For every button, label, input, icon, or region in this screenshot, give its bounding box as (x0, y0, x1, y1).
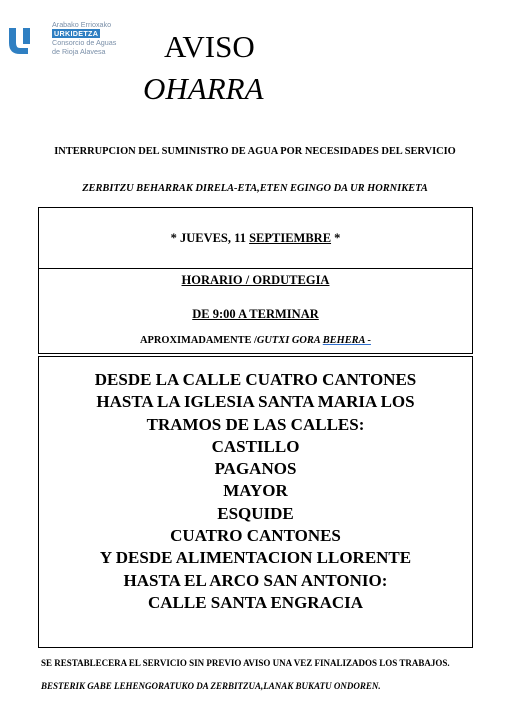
street-line: TRAMOS DE LAS CALLES: (146, 414, 365, 434)
street-line: DESDE LA CALLE CUATRO CANTONES (94, 370, 417, 389)
schedule-approx (39, 335, 472, 346)
street-line: PAGANOS (214, 459, 297, 479)
subtitle-basque: ZERBITZU BEHARRAK DIRELA-ETA,ETEN EGINGO DA UR HORNIKETA (82, 183, 428, 194)
date-box (38, 207, 473, 269)
schedule-range: DE 9:00 A TERMINAR (192, 307, 319, 321)
date-suffix: * (331, 231, 341, 245)
date-prefix: * JUEVES, 11 (170, 231, 250, 245)
footer-basque: BESTERIK GABE LEHENGORATUKO DA ZERBITZUA,LANAK BUKATU ONDOREN. (41, 681, 381, 691)
u-logo-icon (6, 26, 36, 56)
street-line: HASTA LA IGLESIA SANTA MARIA LOS (96, 392, 415, 412)
organization-logo (6, 14, 146, 64)
streets-list (39, 369, 472, 614)
logo-text (52, 20, 116, 56)
logo-line-1: Arabako Errioxako (52, 20, 112, 29)
street-line: MAYOR (223, 481, 288, 501)
schedule-heading: HORARIO / ORDUTEGIA (181, 273, 330, 287)
logo-line-3: Consorcio de Aguas (52, 38, 117, 47)
street-line: Y DESDE ALIMENTACION LLORENTE (99, 548, 412, 568)
street-line: HASTA EL ARCO SAN ANTONIO: (123, 570, 388, 590)
approx-basque-1: GUTXI GORA (256, 335, 323, 346)
date-line (39, 231, 472, 246)
street-line: CALLE SANTA ENGRACIA (147, 592, 364, 612)
approx-spanish: APROXIMADAMENTE / (140, 335, 257, 346)
subtitle-spanish: INTERRUPCION DEL SUMINISTRO DE AGUA POR NECESIDADES DEL SERVICIO (54, 146, 456, 157)
date-month: SEPTIEMBRE (249, 231, 332, 245)
title-basque: OHARRA (143, 71, 264, 106)
title-spanish: AVISO (164, 29, 255, 64)
logo-line-4: de Rioja Alavesa (52, 47, 106, 56)
street-line: CASTILLO (211, 436, 300, 456)
streets-box (38, 356, 473, 648)
logo-line-2: URKIDETZA (54, 29, 99, 38)
street-line: ESQUIDE (217, 503, 294, 523)
schedule-box (38, 267, 473, 354)
street-line: CUATRO CANTONES (170, 526, 341, 546)
approx-basque-2: BEHERA - (322, 335, 371, 346)
footer-spanish: SE RESTABLECERA EL SERVICIO SIN PREVIO AVISO UNA VEZ FINALIZADOS LOS TRABAJOS. (41, 658, 450, 668)
